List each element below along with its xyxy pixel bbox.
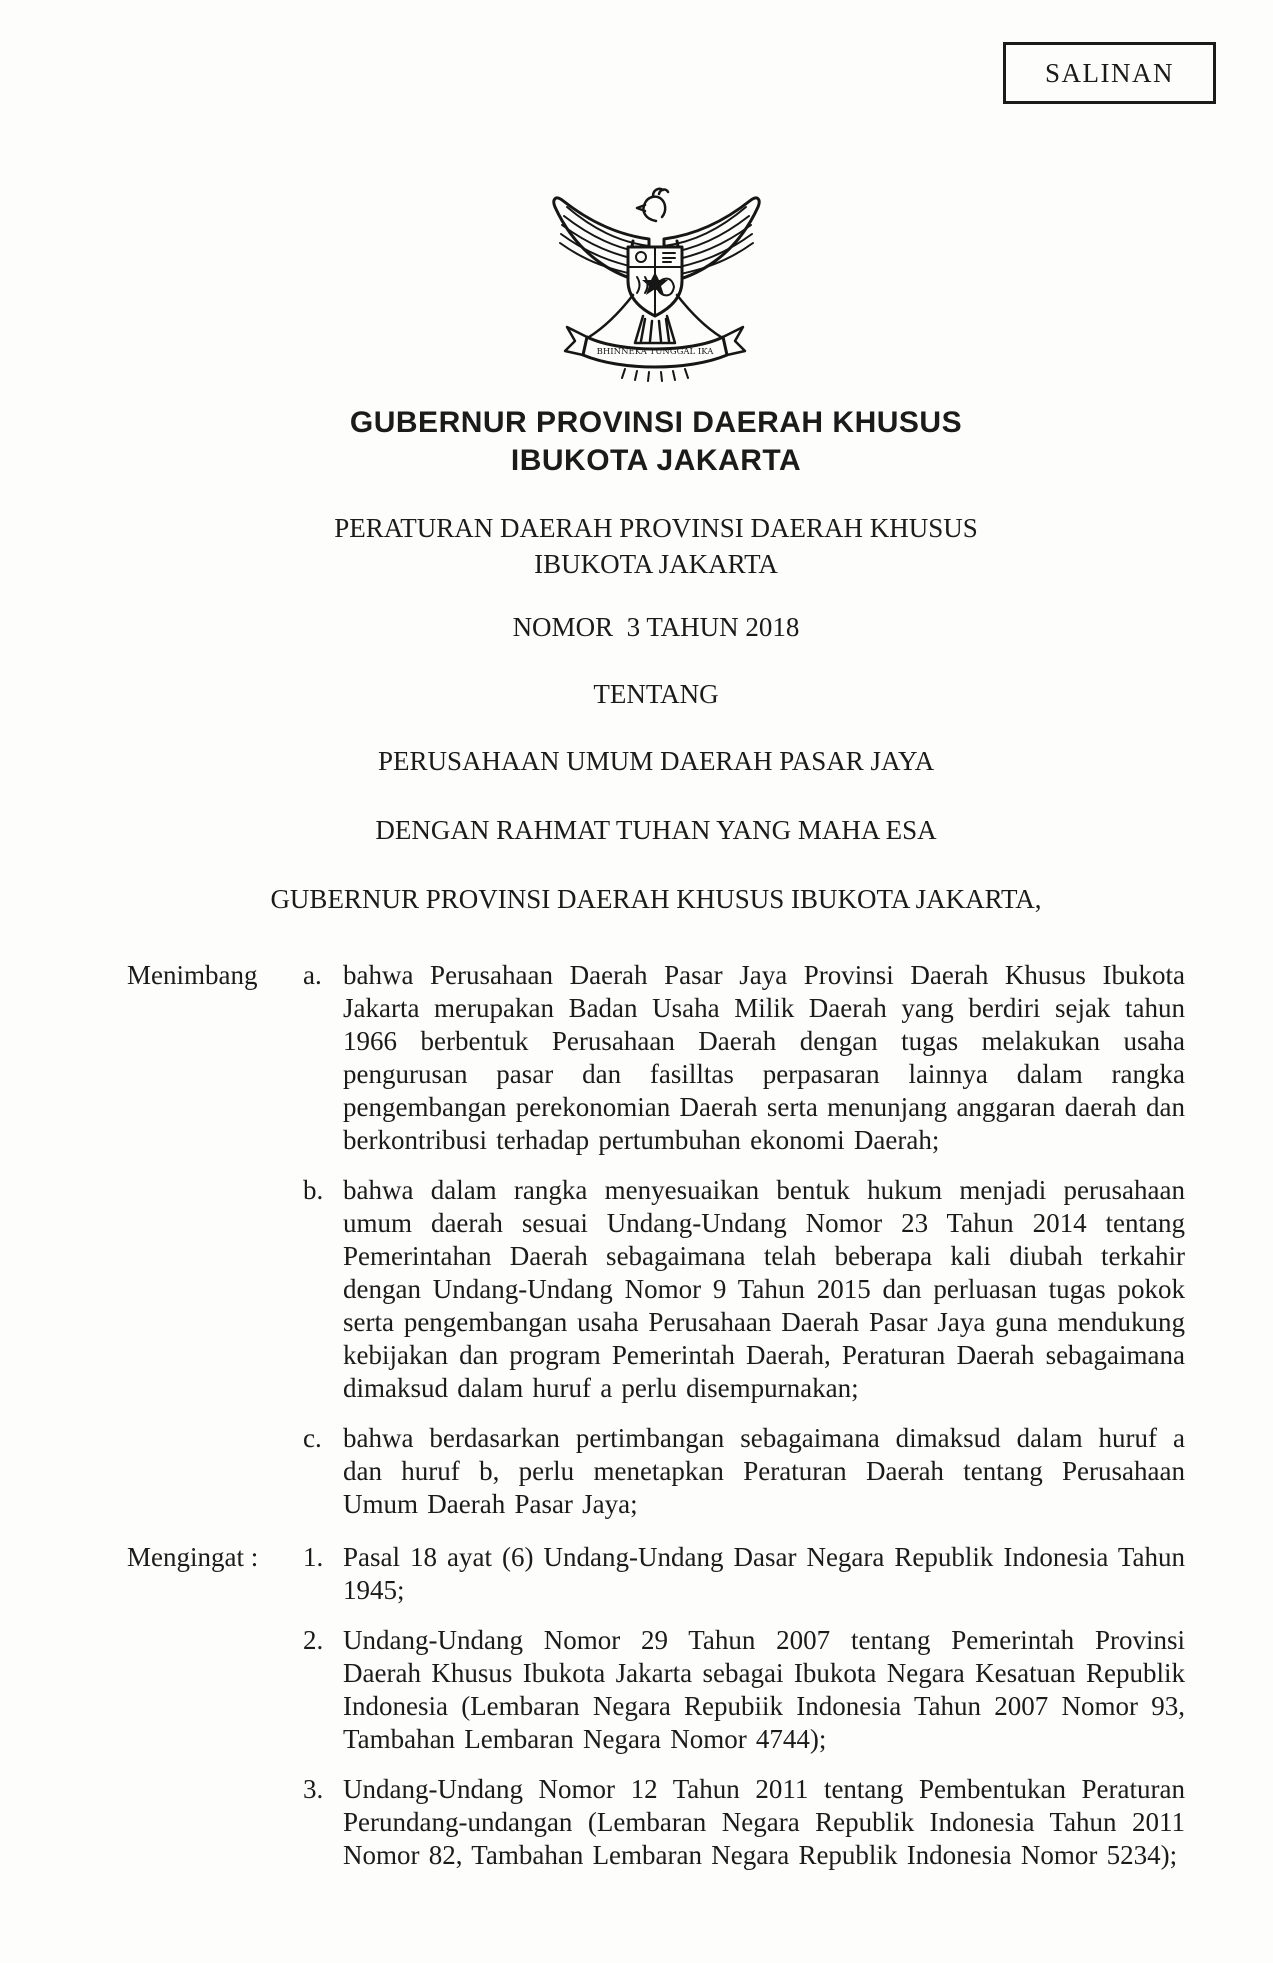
item-marker: 1. bbox=[303, 1542, 324, 1572]
recalling-item-1 bbox=[303, 1541, 1185, 1607]
recalling-item-2 bbox=[303, 1624, 1185, 1756]
tail-feathers bbox=[635, 316, 675, 343]
item-text: Undang-Undang Nomor 12 Tahun 2011 tentang Pembentukan Peraturan Perundang-undangan (Lembaran Negara Republik Indonesia Tahun 2011 Nomor 82, Tambahan Lembaran Negara Republik Indonesia Nomor 5234); bbox=[343, 1774, 1185, 1870]
item-marker: a. bbox=[303, 960, 322, 990]
item-marker: b. bbox=[303, 1175, 324, 1205]
pancasila-shield bbox=[628, 247, 682, 316]
recalling-section bbox=[127, 1541, 1185, 1872]
considering-section bbox=[127, 959, 1185, 1521]
salinan-stamp bbox=[1003, 42, 1216, 104]
issuer-line: GUBERNUR PROVINSI DAERAH KHUSUS IBUKOTA JAKARTA, bbox=[270, 884, 1042, 914]
eagle-head bbox=[637, 189, 668, 221]
regulation-title-line2: IBUKOTA JAKARTA bbox=[534, 549, 778, 579]
item-text: Undang-Undang Nomor 29 Tahun 2007 tentang Pemerintah Provinsi Daerah Khusus Ibukota Jakarta sebagai Ibukota Negara Kesatuan Republik Indonesia (Lembaran Negara Repubiik Indonesia Tahun 2007 Nomor 93, Tambahan Lembaran Negara Nomor 4744); bbox=[343, 1625, 1185, 1754]
item-text: bahwa berdasarkan pertimbangan sebagaimana dimaksud dalam huruf a dan huruf b, perlu menetapkan Peraturan Daerah tentang Perusahaan Umum Daerah Pasar Jaya; bbox=[343, 1423, 1185, 1519]
about-label: TENTANG bbox=[593, 679, 719, 709]
letterhead bbox=[127, 404, 1185, 480]
considering-item-b bbox=[303, 1174, 1185, 1405]
considering-items bbox=[303, 959, 1185, 1521]
letterhead-line1: GUBERNUR PROVINSI DAERAH KHUSUS bbox=[349, 406, 963, 439]
considering-label: Menimbang bbox=[127, 960, 258, 990]
item-marker: 3. bbox=[303, 1774, 324, 1804]
item-marker: c. bbox=[303, 1423, 322, 1453]
letterhead-line2: IBUKOTA JAKARTA bbox=[510, 444, 802, 477]
salinan-stamp-label: SALINAN bbox=[1045, 57, 1174, 88]
item-text: Pasal 18 ayat (6) Undang-Undang Dasar Negara Republik Indonesia Tahun 1945; bbox=[343, 1542, 1185, 1605]
invocation-line: DENGAN RAHMAT TUHAN YANG MAHA ESA bbox=[375, 815, 937, 845]
regulation-title-line1: PERATURAN DAERAH PROVINSI DAERAH KHUSUS bbox=[334, 513, 978, 543]
considering-item-c bbox=[303, 1422, 1185, 1521]
item-text: bahwa dalam rangka menyesuaikan bentuk hukum menjadi perusahaan umum daerah sesuai Undang-Undang Nomor 23 Tahun 2014 tentang Pemerintahan Daerah sebagaimana telah beberapa kali diubah terkahir dengan Undang-Undang Nomor 9 Tahun 2015 dan perluasan tugas pokok serta pengembangan usaha Perusahaan Daerah Pasar Jaya guna mendukung kebijakan dan program Pemerintah Daerah, Peraturan Daerah sebagaimana dimaksud dalam huruf a perlu disempurnakan; bbox=[343, 1175, 1185, 1403]
document-body bbox=[0, 155, 1273, 1872]
regulation-subject: PERUSAHAAN UMUM DAERAH PASAR JAYA bbox=[377, 746, 935, 776]
regulation-number: NOMOR 3 TAHUN 2018 bbox=[512, 612, 800, 642]
garuda-pancasila-emblem-icon bbox=[549, 155, 764, 383]
motto-text: BHINNEKA TUNGGAL IKA bbox=[596, 347, 713, 357]
emblem-container bbox=[127, 155, 1185, 388]
item-text: bahwa Perusahaan Daerah Pasar Jaya Provinsi Daerah Khusus Ibukota Jakarta merupakan Badan Usaha Milik Daerah yang berdiri sejak tahun 1966 berbentuk Perusahaan Daerah dengan tugas melakukan usaha pengurusan pasar dan fasilltas perpasaran lainnya dalam rangka pengembangan perekonomian Daerah serta menunjang anggaran daerah dan berkontribusi terhadap pertumbuhan ekonomi Daerah; bbox=[343, 960, 1185, 1155]
recalling-item-3 bbox=[303, 1773, 1185, 1872]
recalling-label: Mengingat : bbox=[127, 1542, 259, 1572]
item-marker: 2. bbox=[303, 1625, 324, 1655]
recalling-items bbox=[303, 1541, 1185, 1872]
considering-item-a bbox=[303, 959, 1185, 1157]
